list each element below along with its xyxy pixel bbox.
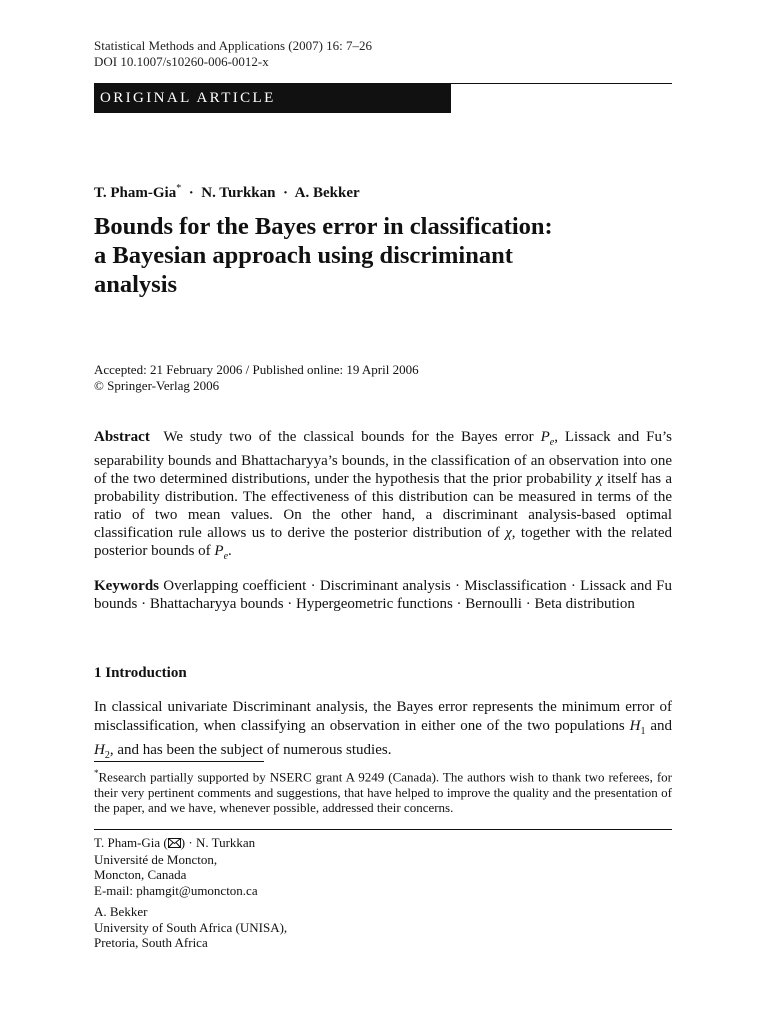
- body-text: In classical univariate Discriminant analysis, the Bayes error represents the minimum error of misclassification, when classifying an observation in either one of the two populations: [94, 699, 672, 734]
- math-subscript: e: [223, 551, 229, 562]
- keywords-text: Overlapping coefficient · Discriminant analysis · Misclassification · Lissack and Fu bounds · Bhattacharyya bounds · Hypergeometric functions · Bernoulli · Beta distribution: [94, 578, 672, 612]
- abstract-text: itself has a probability distribution. The effectiveness of this distribution can be measured in terms of the ratio of two mean values. On the other hand, a discriminant analysis-based optimal classification rule allows us to derive the posterior distribution of: [94, 471, 672, 541]
- footnote-mark: *: [94, 768, 99, 778]
- abstract-paragraph: [94, 428, 672, 566]
- math-symbol: χ: [505, 525, 512, 541]
- abstract-text: , Lissack and Fu’s separability bounds and Bhattacharyya’s bounds, in the classification of an observation into one of the two determined distributions, under the hypothesis that the prior probability: [94, 429, 673, 487]
- title-line: analysis: [94, 271, 178, 298]
- author-separator: ·: [188, 185, 194, 201]
- author-name: N. Turkkan: [201, 185, 276, 201]
- keywords-label: Keywords: [94, 578, 159, 594]
- math-subscript: e: [549, 437, 555, 448]
- article-type-banner: ORIGINAL ARTICLE: [94, 84, 451, 113]
- math-subscript: 2: [104, 750, 110, 761]
- affiliation-email: E-mail: phamgit@umoncton.ca: [94, 882, 258, 898]
- affiliation-names: A. Bekker: [94, 904, 148, 919]
- journal-citation: Statistical Methods and Applications (2007) 16: 7–26: [94, 38, 373, 53]
- math-symbol: χ: [596, 471, 603, 487]
- author-name: A. Bekker: [294, 185, 360, 201]
- title-line: Bounds for the Bayes error in classification:: [94, 213, 553, 240]
- title-line: a Bayesian approach using discriminant: [94, 242, 513, 269]
- body-text: and: [645, 718, 672, 734]
- affiliation-rule: [94, 829, 672, 830]
- affiliation-location: Moncton, Canada: [94, 867, 187, 882]
- abstract-text: , together with the related posterior bounds of: [94, 525, 672, 559]
- footnote-text: Research partially supported by NSERC grant A 9249 (Canada). The authors wish to thank two referees, for their very pertinent comments and suggestions, that have helped to improve the quality and the presentation of the paper, and we have, whenever possible, addressed their concerns.: [94, 769, 672, 816]
- affiliation-block-1: [94, 835, 258, 898]
- section-heading: 1 Introduction: [94, 665, 187, 681]
- introduction-paragraph: [94, 698, 672, 765]
- affiliation-text: T. Pham-Gia (: [94, 835, 168, 850]
- footnote-rule: [94, 761, 264, 762]
- author-name: T. Pham-Gia: [94, 185, 177, 201]
- author-list: [94, 183, 360, 202]
- accepted-published-date: Accepted: 21 February 2006 / Published online: 19 April 2006: [94, 362, 419, 377]
- math-symbol: H: [629, 718, 641, 734]
- abstract-text: .: [228, 543, 232, 559]
- affiliation-institution: University of South Africa (UNISA),: [94, 919, 288, 935]
- journal-header: [94, 38, 672, 70]
- math-symbol: H: [94, 742, 105, 758]
- abstract-label: Abstract: [94, 429, 150, 445]
- footnote: [94, 766, 672, 816]
- paper-title: [94, 212, 672, 299]
- keywords-paragraph: [94, 577, 672, 613]
- affiliation-institution: Université de Moncton,: [94, 851, 218, 867]
- abstract-text: We study two of the classical bounds for the Bayes error: [163, 429, 541, 445]
- affiliation-block-2: [94, 904, 287, 951]
- affiliation-text: ) · N. Turkkan: [180, 835, 256, 850]
- author-separator: ·: [282, 185, 288, 201]
- envelope-icon: [168, 836, 181, 852]
- publication-dates: [94, 362, 419, 394]
- journal-doi: DOI 10.1007/s10260-006-0012-x: [94, 54, 269, 69]
- math-symbol: P: [540, 429, 550, 445]
- affiliation-location: Pretoria, South Africa: [94, 935, 208, 950]
- body-text: , and has been the subject of numerous studies.: [109, 742, 392, 758]
- affiliation-names: [94, 835, 258, 852]
- author-footnote-mark: *: [176, 183, 182, 194]
- math-symbol: P: [214, 543, 224, 559]
- copyright-notice: © Springer-Verlag 2006: [94, 378, 220, 393]
- math-subscript: 1: [640, 726, 646, 737]
